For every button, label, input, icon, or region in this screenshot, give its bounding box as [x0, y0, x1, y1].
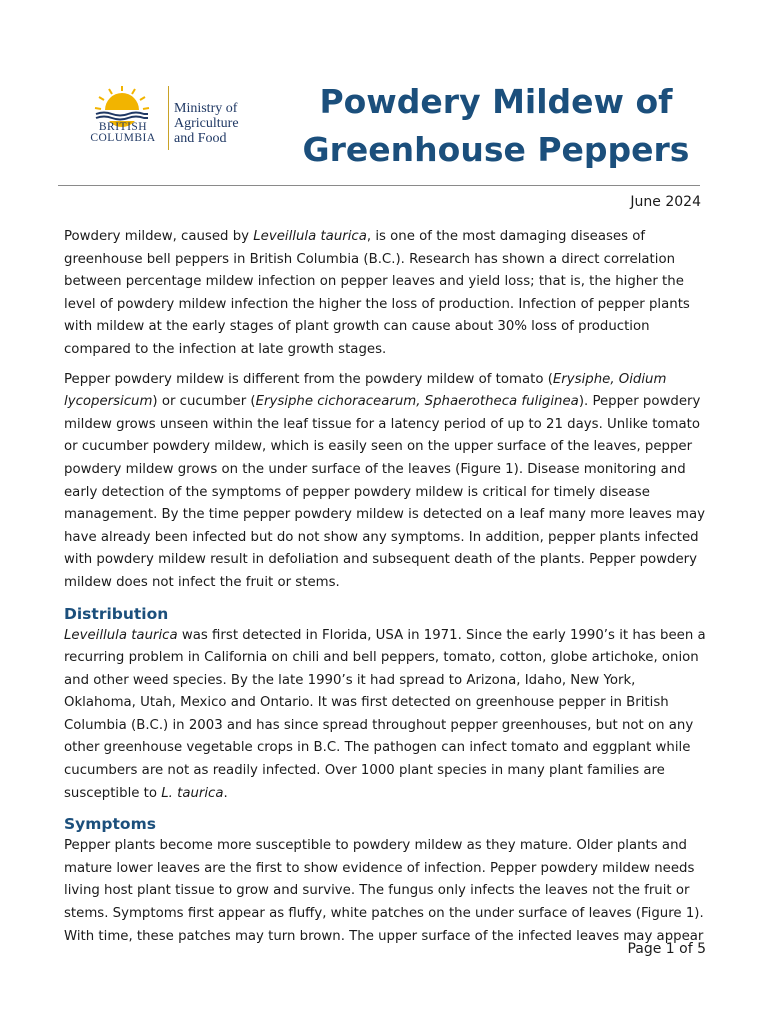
- text-run: ) or cucumber (: [152, 394, 256, 410]
- intro-paragraph-1: [64, 226, 710, 362]
- distribution-heading: Distribution: [64, 604, 169, 623]
- text-run: was first detected in Florida, USA in 1971. Since the early 1990’s it has been a recurring problem in California on chili and bell peppers, tomato, cotton, globe artichoke, onion and other weed species. By the late 1990’s it had spread to Arizona, Idaho, New York, Oklahoma, Utah, Mexico and Ontario. It was first detected on greenhouse pepper in British Columbia (B.C.) in 2003 and has since spread throughout pepper greenhouses, but not on any other greenhouse vegetable crops in B.C. The pathogen can infect tomato and eggplant while cucumbers are not as readily infected. Over 1000 plant species in many plant families are susceptible to: [64, 627, 706, 801]
- logo-divider: [168, 86, 169, 150]
- species-name: L. taurica: [161, 785, 224, 801]
- ministry-line1: Ministry of: [174, 101, 238, 116]
- symptoms-heading: Symptoms: [64, 815, 156, 834]
- header-divider: [58, 185, 700, 186]
- document-body: [64, 226, 710, 955]
- species-name: Erysiphe cichoracearum, Sphaerotheca fuliginea: [255, 394, 579, 410]
- species-name: Leveillula taurica: [64, 627, 178, 643]
- species-name: Erysiphe, Oidium lycopersicum: [64, 371, 667, 410]
- text-run: , is one of the most damaging diseases of greenhouse bell peppers in British Columbia (B.C.). Research has shown a direct correlation between percentage mildew infection on pepper leaves and yield loss; that is, the higher the level of powdery mildew infection the higher the loss of production. Infection of pepper plants with mildew at the early stages of plant growth can cause about 30% loss of production compared to the infection at late growth stages.: [64, 229, 690, 357]
- species-name: Leveillula taurica: [253, 229, 367, 244]
- text-run: Pepper powdery mildew is different from the powdery mildew of tomato (: [64, 371, 553, 387]
- text-run: Powdery mildew, caused by: [64, 229, 254, 244]
- text-run: .: [223, 785, 228, 801]
- symptoms-paragraph: Pepper plants become more susceptible to powdery mildew as they mature. Older plants and mature lower leaves are the first to show evidence of infection. Pepper powdery mildew needs living host plant tissue to grow and survive. The fungus only infects the leaves not the fruit or stems. Symptoms first appear as fluffy, white patches on the under surface of leaves (Figure 1). With time, these patches may turn brown. The upper surface of the infected leaves may appear: [64, 838, 704, 944]
- page-title: [300, 78, 692, 174]
- ministry-name: [174, 101, 264, 146]
- distribution-paragraph: [64, 625, 710, 806]
- bc-government-logo: [82, 84, 252, 154]
- ministry-line3: and Food: [174, 131, 227, 146]
- logo-province-line1: BRITISH: [98, 121, 148, 133]
- page-number: Page 1 of 5: [627, 941, 706, 957]
- intro-paragraph-2: [64, 369, 710, 595]
- text-run: ). Pepper powdery mildew grows unseen within the leaf tissue for a latency period of up to 21 days. Unlike tomato or cucumber powdery mildew, which is easily seen on the upper surface of the leaves, pepper powdery mildew grows on the under surface of the leaves (Figure 1). Disease monitoring and early detection of the symptoms of pepper powdery mildew is critical for timely disease management. By the time pepper powdery mildew is detected on a leaf many more leaves may have already been infected but do not show any symptoms. In addition, pepper plants infected with powdery mildew result in defoliation and subsequent death of the plants. Pepper powdery mildew does not infect the fruit or stems.: [64, 394, 705, 590]
- logo-province-line2: COLUMBIA: [90, 132, 156, 144]
- title-line1: Powdery Mildew of: [319, 82, 673, 121]
- title-line2: Greenhouse Peppers: [302, 130, 690, 169]
- ministry-line2: Agriculture: [174, 116, 239, 131]
- publication-date: June 2024: [630, 194, 701, 210]
